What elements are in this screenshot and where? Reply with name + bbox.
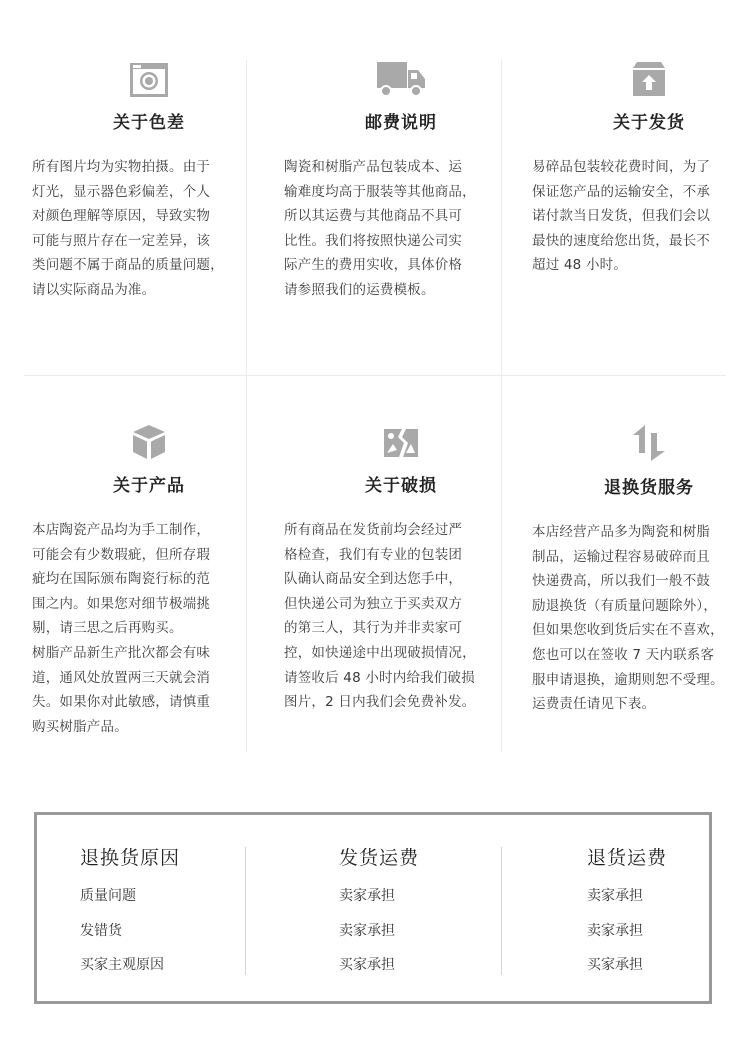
section-return-service (532, 423, 750, 717)
section-body: 本店经营产品多为陶瓷和树脂 制品，运输过程容易破碎而且 快递费高，所以我们一般不鼓 励退换货（有质量问题除外）， 但如果您收到货后实在不喜欢， 您也可以在签收 7 天内联系客 服申请退换，逾期则恕不受理。 运费责任请见下表。 (532, 524, 724, 713)
section-title: 关于产品 (113, 476, 185, 496)
section-body: 所有图片均为实物拍摄。由于 灯光，显示器色彩偏差，个人 对颜色理解等原因，导致实物 可能与照片存在一定差异，该 类问题不属于商品的质量问题， 请以实际商品为准。 (32, 159, 224, 298)
table-header: 退货运费 (587, 847, 668, 869)
section-title: 关于色差 (113, 113, 185, 133)
broken-image-icon (382, 423, 420, 461)
table-cell: 发错货 (80, 922, 122, 939)
table-cell: 买家承担 (587, 957, 643, 973)
section-body: 易碎品包装较花费时间，为了 保证您产品的运输安全，不承 诺付款当日发货，但我们会以 最快的速度给您出货，最长不 超过 48 小时。 (532, 159, 711, 274)
table-cell: 卖家承担 (339, 922, 395, 939)
section-color-difference (32, 60, 266, 303)
product-cube-icon (131, 423, 167, 461)
camera-icon (129, 60, 169, 98)
table-column-return-fee (587, 843, 667, 990)
table-cell: 卖家承担 (587, 922, 643, 939)
section-title: 关于破损 (365, 476, 437, 496)
section-title: 邮费说明 (365, 113, 437, 133)
table-cell: 卖家承担 (339, 888, 395, 904)
table-cell: 卖家承担 (587, 888, 643, 904)
table-cell: 买家主观原因 (80, 957, 164, 973)
grid-divider (24, 375, 726, 376)
section-body: 所有商品在发货前均会经过严 格检查，我们有专业的包装团 队确认商品安全到达您手中， 但快递公司为独立于买卖双方 的第三人，其行为并非卖家可 控，如快递途中出现破损情况， 请签收后 48 小时内给我们破损 图片，2 日内我们会免费补发。 (284, 522, 476, 711)
table-header: 退换货原因 (80, 847, 181, 869)
exchange-arrows-icon (631, 423, 667, 463)
table-header: 发货运费 (339, 847, 420, 869)
table-divider (501, 847, 502, 975)
table-cell: 买家承担 (339, 957, 395, 973)
section-delivery (532, 60, 750, 278)
table-cell: 质量问题 (80, 888, 136, 904)
section-title: 退换货服务 (604, 478, 694, 498)
section-shipping-fee (284, 60, 518, 303)
section-body: 本店陶瓷产品均为手工制作， 可能会有少数瑕疵，但所存瑕 疵均在国际颁布陶瓷行标的范 围之内。如果您对细节极端挑 剔，请三思之后再购买。 树脂产品新生产批次都会有味 道，通风处放置两三天就会消 失。如果你对此敏感，请慎重 购买树脂产品。 (32, 522, 211, 735)
section-product (32, 423, 266, 739)
table-column-ship-fee (339, 843, 419, 990)
info-grid (24, 60, 726, 752)
section-title: 关于发货 (613, 113, 685, 133)
shipping-responsibility-table (34, 812, 712, 1004)
section-damage (284, 423, 518, 715)
table-divider (245, 847, 246, 975)
table-column-reason (80, 843, 180, 990)
shipping-box-icon (631, 60, 667, 98)
truck-icon (376, 60, 426, 98)
section-body: 陶瓷和树脂产品包装成本、运 输难度均高于服装等其他商品， 所以其运费与其他商品不具可 比性。我们将按照快递公司实 际产生的费用实收，具体价格 请参照我们的运费模板。 (284, 159, 476, 298)
